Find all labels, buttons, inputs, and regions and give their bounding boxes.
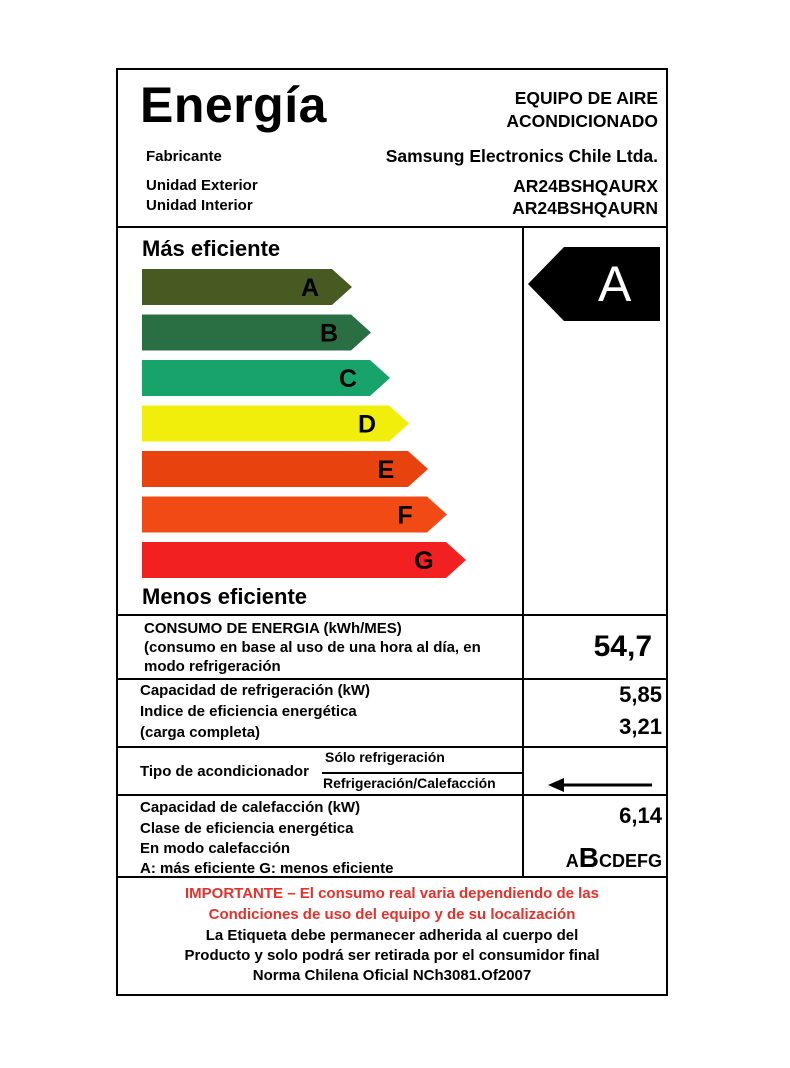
class-letter-a: A xyxy=(300,274,320,302)
heating-capacity-value: 6,14 xyxy=(619,803,662,828)
most-efficient-label: Más eficiente xyxy=(142,236,281,261)
consumption-value: 54,7 xyxy=(593,630,652,663)
heating-class-label2: En modo calefacción xyxy=(140,840,291,857)
type-option-heat-pump: Refrigeración/Calefacción xyxy=(323,775,496,791)
cooling-efficiency-label1: Indice de eficiencia energética xyxy=(140,703,357,720)
arrow-left-icon xyxy=(548,776,654,794)
heating-class-scale xyxy=(566,842,662,874)
class-letter-g: G xyxy=(414,547,434,575)
heating-class-suffix: CDEFG xyxy=(599,851,662,871)
important-line2: Condiciones de uso del equipo y de su localización xyxy=(208,906,576,923)
cooling-efficiency-value: 3,21 xyxy=(619,714,662,739)
class-letter-e: E xyxy=(377,456,395,484)
heating-capacity-label: Capacidad de calefacción (kW) xyxy=(140,799,361,816)
type-label: Tipo de acondicionador xyxy=(140,763,309,780)
outdoor-unit-value: AR24BSHQAURX xyxy=(513,176,658,196)
heating-class-label3: A: más eficiente G: menos eficiente xyxy=(140,860,394,877)
consumption-line1: CONSUMO DE ENERGIA (kWh/MES) xyxy=(144,620,402,637)
consumption-line3: modo refrigeración xyxy=(144,658,281,675)
heating-class-selected: B xyxy=(578,842,599,873)
product-type-line2: ACONDICIONADO xyxy=(506,111,658,131)
type-option-cooling: Sólo refrigeración xyxy=(325,749,445,765)
class-letter-f: F xyxy=(397,501,413,530)
least-efficient-label: Menos eficiente xyxy=(142,584,308,609)
class-bar-a xyxy=(142,269,352,305)
class-letter-d: D xyxy=(357,410,377,439)
cooling-efficiency-label2: (carga completa) xyxy=(140,724,261,741)
rating-arrow-shape xyxy=(528,247,660,321)
cooling-capacity-value: 5,85 xyxy=(619,682,662,707)
class-letter-b: B xyxy=(319,319,339,348)
footer-line3: La Etiqueta debe permanecer adherida al cuerpo del xyxy=(205,927,579,944)
heating-class-prefix: A xyxy=(565,851,579,871)
heating-class-label1: Clase de eficiencia energética xyxy=(140,820,354,837)
rating-arrow xyxy=(528,247,662,321)
product-type-line1: EQUIPO DE AIRE xyxy=(514,88,658,108)
indoor-unit-value: AR24BSHQAURN xyxy=(512,198,658,218)
outdoor-unit-label: Unidad Exterior xyxy=(146,177,258,194)
rating-letter: A xyxy=(598,256,632,312)
indoor-unit-label: Unidad Interior xyxy=(146,197,253,214)
manufacturer-value: Samsung Electronics Chile Ltda. xyxy=(385,146,658,166)
page-title: Energía xyxy=(140,77,327,133)
consumption-line2: (consumo en base al uso de una hora al día, en xyxy=(144,639,481,656)
important-line1: IMPORTANTE – El consumo real varia dependiendo de las xyxy=(185,885,599,902)
footer-line4: Producto y solo podrá ser retirada por el consumidor final xyxy=(184,947,600,964)
class-letter-c: C xyxy=(338,365,358,393)
standard-reference: Norma Chilena Oficial NCh3081.Of2007 xyxy=(252,967,532,984)
manufacturer-label: Fabricante xyxy=(146,148,222,165)
cooling-capacity-label: Capacidad de refrigeración (kW) xyxy=(140,682,371,699)
